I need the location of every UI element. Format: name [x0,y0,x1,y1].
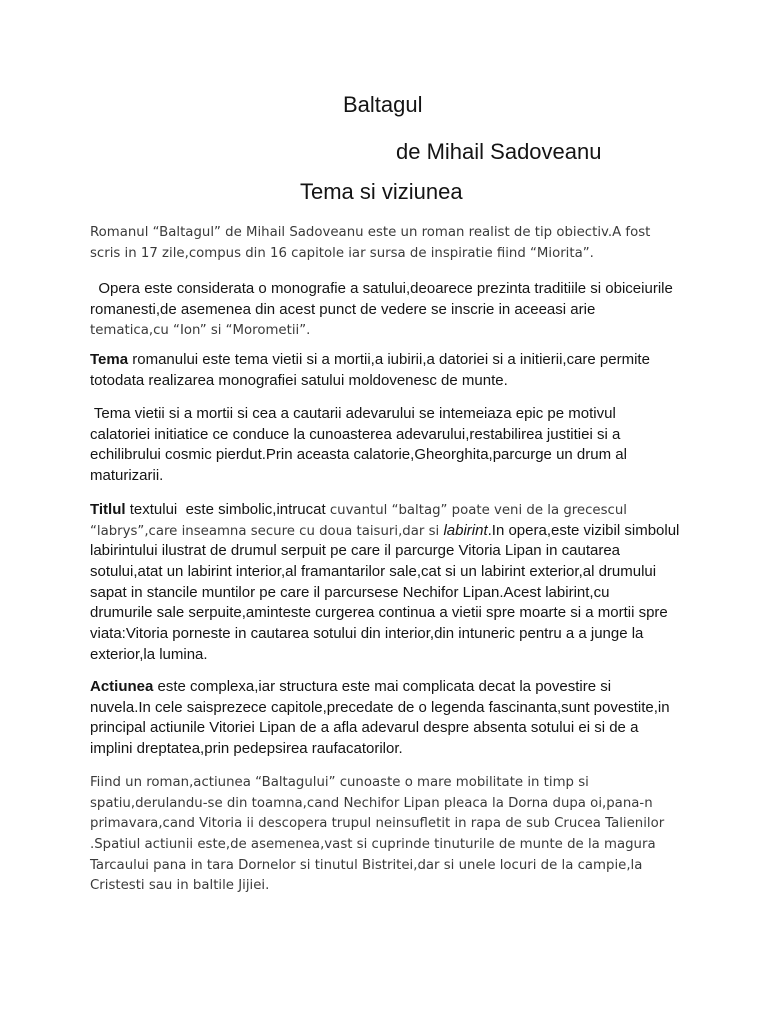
text-line [90,541,750,562]
text-line [90,222,750,243]
text-run: romanesti,de asemenea din acest punct de vedere se inscrie in aceeasi arie [90,300,596,318]
text-line [90,583,750,604]
text-line [90,320,750,341]
text-run: Tema vietii si a mortii si cea a cautarii adevarului se intemeiaza epic pe motivul [90,405,616,422]
text-line [90,772,750,793]
text-line [90,645,750,666]
text-line [90,624,750,645]
text-line [90,243,750,264]
text-run: cuvantul “baltag” poate veni de la grecescul [329,503,627,518]
text-run: Romanul “Baltagul” de Mihail Sadoveanu este un roman realist de tip obiectiv.A fost [90,225,651,240]
paragraph-tema [90,350,750,391]
text-run: labirintului ilustrat de drumul serpuit pe care il parcurge Vitoria Lipan in cautarea [90,542,621,560]
text-run: maturizarii. [90,467,164,485]
text-line [90,521,750,542]
text-run: textului este simbolic,intrucat [125,501,330,518]
text-run: nuvela.In cele saisprezece capitole,precedate de o legenda fascinanta,sunt povestite,in [90,698,670,716]
text-run: .Spatiul actiunii este,de asemenea,vast si cuprinde tinuturile de munte de la magura [90,837,656,853]
text-line [90,718,750,739]
text-run: tematica,cu “Ion” si “Morometii”. [90,323,311,339]
paragraph-titlul [90,500,750,666]
paragraph-actiunea [90,677,750,760]
italic-term: labirint [443,521,488,539]
text-line [90,445,750,466]
text-line [90,813,750,834]
text-run: Tarcaului pana in tara Dornelor si tinutul Bistritei,dar si unele locuri de la campie,la [90,857,643,873]
text-run: primavara,cand Vitoria ii descopera trupul neinsufletit in rapa de sub Crucea Talienilor [90,816,665,832]
text-run: scris in 17 zile,compus din 16 capitole iar sursa de inspiratie fiind “Miorita”. [90,245,594,261]
text-run: sapat in stancile muntilor pe care il parcursese Nechifor Lipan.Acest labirint,cu [90,583,610,601]
paragraph-timp-spatiu [90,772,750,896]
text-line [90,425,750,446]
text-run: sotului,atat un labirint interior,al framantarilor sale,cat si un labirint exterior,al drumului [90,563,657,581]
text-line [90,371,750,392]
text-line [90,677,750,698]
text-line [90,603,750,624]
text-run: romanului este tema vietii si a mortii,a iubirii,a datoriei si a initierii,care permite [128,351,650,368]
text-line [90,279,750,300]
text-line [90,793,750,814]
text-line [90,834,750,855]
text-run: spatiu,derulandu-se din toamna,cand Nechifor Lipan pleaca la Dorna dupa oi,pana-n [90,795,653,811]
text-run: .In opera,este vizibil simbolul [487,521,680,539]
text-run: echilibrului cosmic pierdut.Prin aceasta calatorie,Gheorghita,parcurge un drum al [90,446,627,464]
text-line [90,698,750,719]
text-run: este complexa,iar structura este mai complicata decat la povestire si [153,678,612,695]
text-run: Fiind un roman,actiunea “Baltagului” cunoaste o mare mobilitate in timp si [90,775,589,790]
text-run: “labrys”,care inseamna secure cu doua taisuri,dar si [90,523,444,539]
paragraph-monografie [90,279,750,341]
paragraph-intro [90,222,750,263]
text-run: viata:Vitoria porneste in cautarea sotului din interior,din intuneric pentru a a junge la [90,625,644,643]
document-subtitle: Tema si viziunea [300,179,463,204]
text-line [90,300,750,321]
text-run: Cristesti sau in baltile Jijiei. [90,878,270,894]
bold-term: Titlul [90,501,126,518]
document-author: de Mihail Sadoveanu [396,139,602,164]
text-run: drumurile sale serpuite,aminteste curgerea continua a vietii spre moarte si a mortii spre [90,604,668,622]
document-title: Baltagul [343,92,423,117]
text-line [90,855,750,876]
text-line [90,466,750,487]
text-line [90,562,750,583]
text-line [90,739,750,760]
text-line [90,350,750,371]
text-run: Opera este considerata o monografie a satului,deoarece prezinta traditiile si obiceiurile [90,280,673,297]
text-run: totodata realizarea monografiei satului moldovenesc de munte. [90,371,508,389]
text-run: principal actiunile Vitoriei Lipan de a afla adevarul despre absenta sotului ei si de a [90,719,639,737]
bold-term: Tema [90,351,129,368]
text-run: calatoriei initiatice ce conduce la cunoasterea adevarului,restabilirea justitiei si a [90,425,621,443]
text-run: implini dreptatea,prin pedepsirea raufacatorilor. [90,740,403,758]
text-run: exterior,la lumina. [90,645,208,663]
text-line [90,404,750,425]
bold-term: Actiunea [90,678,154,695]
text-line [90,875,750,896]
text-line [90,500,750,521]
paragraph-calatorie [90,404,750,487]
